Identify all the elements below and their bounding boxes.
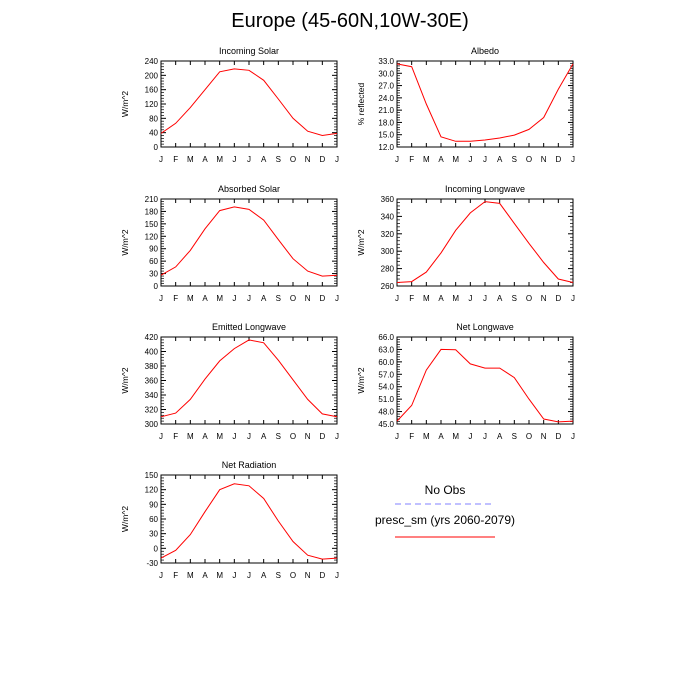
x-tick-label: J: [335, 155, 339, 164]
x-tick-label: M: [186, 571, 194, 580]
x-tick-label: M: [422, 294, 430, 303]
x-tick-label: O: [525, 432, 533, 441]
y-tick-label: 120: [144, 485, 158, 495]
x-tick-label: J: [395, 294, 399, 303]
x-tick-label: F: [173, 294, 179, 303]
y-tick-label: 120: [144, 100, 158, 109]
x-tick-label: J: [468, 294, 473, 303]
x-tick-label: D: [319, 571, 326, 580]
x-tick-label: J: [247, 432, 251, 441]
y-tick-label: 320: [144, 405, 158, 415]
y-tick-label: 60: [149, 515, 158, 524]
x-tick-label: D: [555, 155, 562, 164]
y-tick-label: 260: [380, 282, 394, 291]
y-tick-label: 340: [380, 212, 394, 222]
y-tick-label: 90: [149, 500, 158, 510]
y-tick-label: 63.0: [378, 345, 394, 355]
x-tick-label: J: [335, 432, 339, 441]
series-line: [397, 349, 573, 422]
x-tick-label: A: [202, 432, 208, 441]
y-tick-label: 60.0: [378, 357, 394, 367]
panel-title: Net Longwave: [456, 322, 514, 332]
x-tick-label: N: [540, 432, 547, 441]
plot-frame: [161, 61, 337, 147]
x-tick-label: J: [159, 294, 163, 303]
series-line: [161, 484, 337, 559]
y-tick-label: 30.0: [378, 69, 394, 79]
y-tick-label: -30: [146, 559, 158, 568]
y-tick-label: 240: [144, 57, 158, 66]
x-tick-label: J: [159, 155, 163, 164]
x-tick-label: J: [232, 432, 237, 441]
y-tick-label: 120: [144, 232, 158, 242]
plot-frame: [397, 61, 573, 147]
y-tick-label: 30: [149, 529, 158, 539]
y-tick-label: 30: [149, 269, 158, 279]
x-tick-label: M: [452, 155, 460, 164]
y-tick-label: 15.0: [378, 130, 394, 140]
x-tick-label: J: [483, 155, 487, 164]
y-tick-label: 0: [153, 282, 158, 291]
y-tick-label: 12.0: [378, 143, 394, 152]
x-tick-label: J: [395, 432, 399, 441]
y-tick-label: 0: [153, 544, 158, 554]
plot-frame: [161, 475, 337, 563]
plot-frame: [397, 199, 573, 286]
y-tick-label: 420: [144, 333, 158, 342]
x-tick-label: J: [232, 294, 237, 303]
x-tick-label: O: [525, 294, 533, 303]
x-tick-label: N: [304, 571, 311, 580]
legend-model-label: presc_sm (yrs 2060-2079): [374, 513, 516, 527]
x-tick-label: S: [275, 155, 282, 164]
panel-title: Incoming Longwave: [444, 184, 526, 194]
y-tick-label: 57.0: [378, 370, 394, 380]
figure-title: Europe (45-60N,10W-30E): [231, 10, 469, 32]
x-tick-label: M: [186, 155, 194, 164]
x-tick-label: S: [275, 571, 282, 580]
x-tick-label: N: [304, 432, 311, 441]
y-axis-label: W/m^2: [120, 505, 130, 533]
x-tick-label: F: [173, 432, 179, 441]
y-tick-label: 160: [144, 85, 158, 95]
y-tick-label: 210: [144, 195, 158, 204]
y-axis-label: W/m^2: [120, 229, 130, 256]
y-tick-label: 150: [144, 471, 158, 480]
x-tick-label: J: [247, 294, 251, 303]
x-tick-label: J: [247, 155, 251, 164]
y-tick-label: 280: [380, 264, 394, 274]
x-tick-label: A: [496, 155, 503, 164]
x-tick-label: O: [525, 155, 533, 164]
y-tick-label: 360: [380, 195, 394, 204]
x-tick-label: D: [555, 432, 562, 441]
y-tick-label: 54.0: [378, 382, 394, 392]
x-tick-label: O: [289, 432, 297, 441]
y-tick-label: 21.0: [378, 106, 394, 116]
x-tick-label: J: [159, 571, 163, 580]
x-tick-label: M: [186, 432, 194, 441]
y-tick-label: 380: [144, 362, 158, 371]
x-tick-label: S: [511, 432, 518, 441]
y-tick-label: 400: [144, 347, 158, 357]
y-tick-label: 24.0: [378, 93, 394, 103]
x-tick-label: A: [496, 432, 503, 441]
x-tick-label: M: [186, 294, 194, 303]
x-tick-label: A: [438, 155, 444, 164]
x-tick-label: N: [304, 294, 311, 303]
x-tick-label: J: [232, 155, 237, 164]
x-tick-label: J: [335, 571, 339, 580]
y-tick-label: 40: [149, 128, 158, 138]
y-tick-label: 180: [144, 207, 158, 217]
x-tick-label: M: [452, 294, 460, 303]
series-line: [161, 340, 337, 417]
x-tick-label: O: [289, 571, 297, 580]
x-tick-label: A: [202, 155, 208, 164]
x-tick-label: J: [483, 432, 487, 441]
panel-title: Albedo: [470, 46, 500, 56]
y-tick-label: 80: [149, 114, 158, 124]
x-tick-label: J: [468, 155, 473, 164]
x-tick-label: A: [260, 432, 267, 441]
y-tick-label: 320: [380, 229, 394, 239]
x-tick-label: J: [247, 571, 251, 580]
x-tick-label: A: [202, 571, 208, 580]
x-tick-label: A: [260, 294, 267, 303]
x-tick-label: J: [483, 294, 487, 303]
panel-title: Absorbed Solar: [217, 184, 281, 194]
x-tick-label: J: [571, 294, 575, 303]
y-tick-label: 300: [144, 420, 158, 429]
y-tick-label: 0: [153, 143, 158, 152]
y-axis-label: W/m^2: [120, 367, 130, 394]
x-tick-label: O: [289, 294, 297, 303]
plot-frame: [161, 199, 337, 286]
x-tick-label: M: [422, 155, 430, 164]
y-tick-label: 150: [144, 219, 158, 229]
y-tick-label: 45.0: [378, 420, 394, 429]
x-tick-label: F: [173, 155, 179, 164]
x-tick-label: F: [409, 155, 415, 164]
x-tick-label: D: [319, 294, 326, 303]
y-tick-label: 48.0: [378, 407, 394, 417]
y-tick-label: 60: [149, 257, 158, 267]
x-tick-label: S: [511, 155, 518, 164]
x-tick-label: M: [216, 571, 224, 580]
x-tick-label: A: [260, 155, 267, 164]
x-tick-label: F: [173, 571, 179, 580]
y-tick-label: 300: [380, 247, 394, 257]
x-tick-label: S: [511, 294, 518, 303]
y-axis-label: W/m^2: [356, 229, 366, 256]
x-tick-label: M: [216, 432, 224, 441]
x-tick-label: N: [304, 155, 311, 164]
series-line: [397, 202, 573, 283]
x-tick-label: A: [496, 294, 503, 303]
y-tick-label: 18.0: [378, 118, 394, 128]
y-tick-label: 33.0: [378, 57, 394, 66]
y-axis-label: W/m^2: [356, 367, 366, 394]
x-tick-label: S: [275, 432, 282, 441]
plot-frame: [397, 337, 573, 424]
x-tick-label: M: [216, 294, 224, 303]
x-tick-label: A: [260, 571, 267, 580]
x-tick-label: A: [202, 294, 208, 303]
x-tick-label: J: [335, 294, 339, 303]
panel-title: Net Radiation: [221, 460, 277, 470]
x-tick-label: M: [452, 432, 460, 441]
x-tick-label: O: [289, 155, 297, 164]
x-tick-label: J: [571, 432, 575, 441]
x-tick-label: N: [540, 155, 547, 164]
x-tick-label: M: [422, 432, 430, 441]
y-tick-label: 27.0: [378, 81, 394, 91]
x-tick-label: M: [216, 155, 224, 164]
y-axis-label: % reflected: [356, 82, 366, 126]
series-line: [161, 207, 337, 276]
panel-title: Incoming Solar: [218, 46, 280, 56]
y-tick-label: 90: [149, 244, 158, 254]
panel-title: Emitted Longwave: [211, 322, 287, 332]
x-tick-label: D: [319, 155, 326, 164]
x-tick-label: D: [555, 294, 562, 303]
x-tick-label: A: [438, 432, 444, 441]
x-tick-label: N: [540, 294, 547, 303]
y-tick-label: 340: [144, 391, 158, 400]
legend-obs-label: No Obs: [424, 483, 466, 497]
x-tick-label: J: [468, 432, 473, 441]
y-tick-label: 200: [144, 71, 158, 81]
plot-frame: [161, 337, 337, 424]
x-tick-label: F: [409, 294, 415, 303]
x-tick-label: J: [571, 155, 575, 164]
x-tick-label: J: [232, 571, 237, 580]
y-axis-label: W/m^2: [120, 90, 130, 118]
x-tick-label: A: [438, 294, 444, 303]
y-tick-label: 66.0: [378, 333, 394, 342]
series-line: [161, 69, 337, 136]
x-tick-label: D: [319, 432, 326, 441]
x-tick-label: S: [275, 294, 282, 303]
series-line: [397, 64, 573, 141]
x-tick-label: J: [159, 432, 163, 441]
y-tick-label: 360: [144, 376, 158, 386]
x-tick-label: J: [395, 155, 399, 164]
y-tick-label: 51.0: [378, 395, 394, 405]
x-tick-label: F: [409, 432, 415, 441]
